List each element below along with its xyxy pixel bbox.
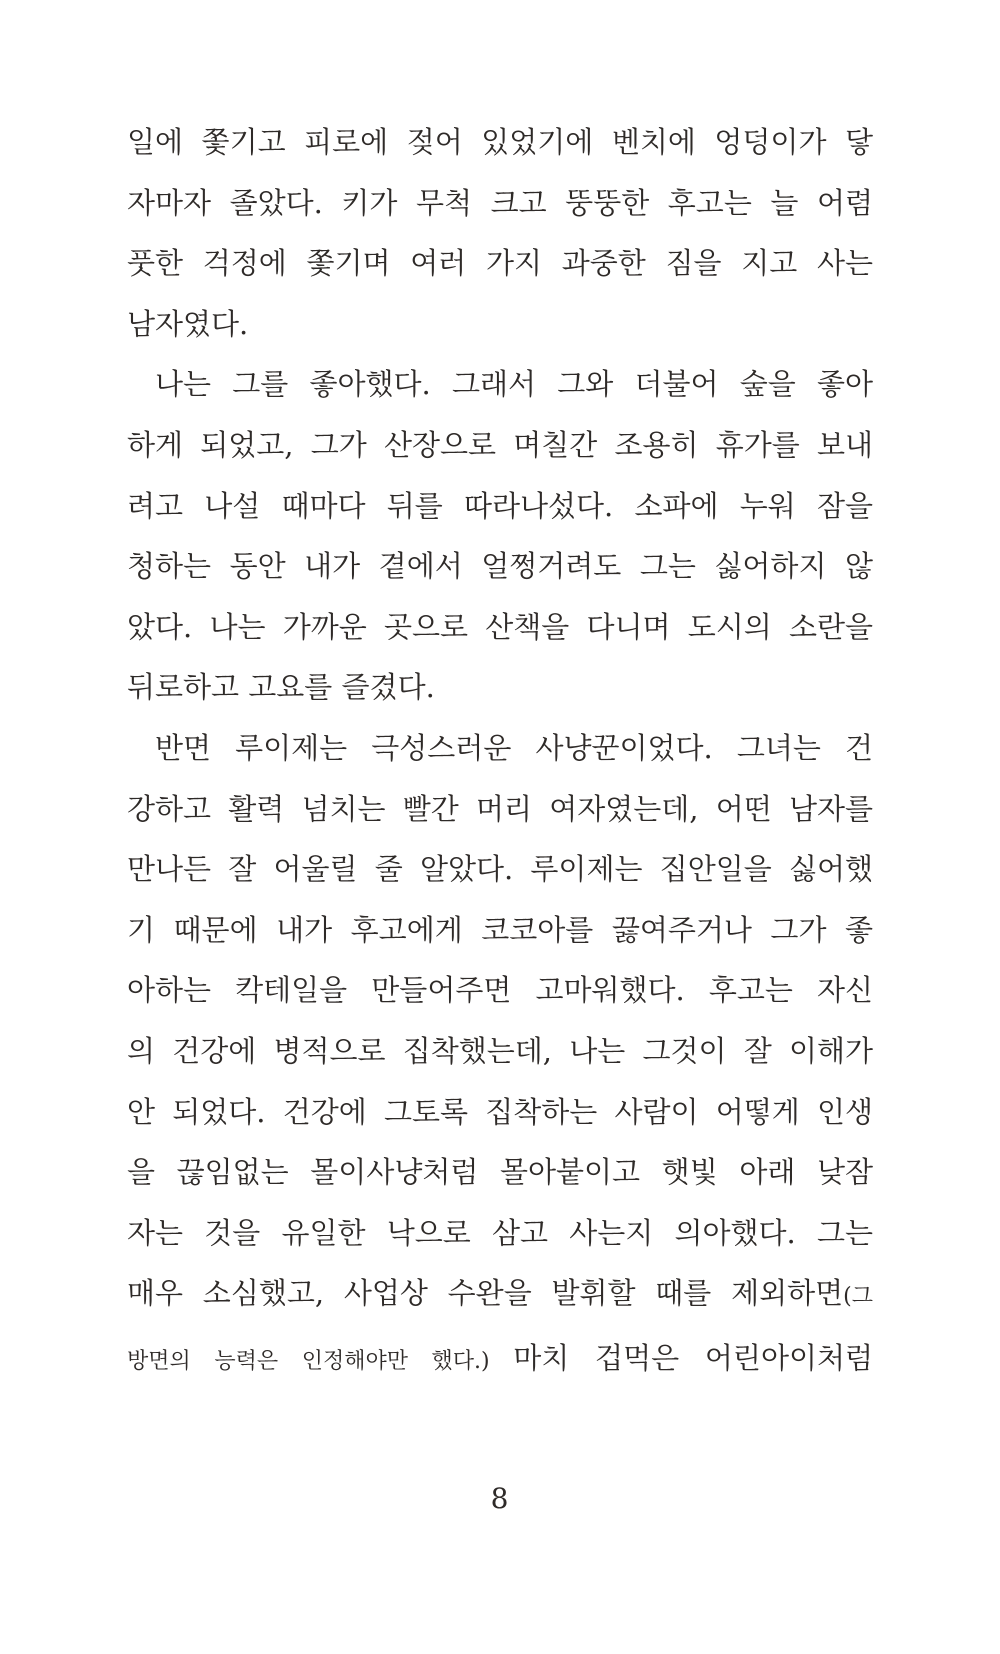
text-line: [127, 415, 873, 476]
text-line: [127, 1203, 873, 1264]
body-text-segment: 만나든 잘 어울릴 줄 알았다. 루이제는 집안일을 싫어했: [127, 852, 873, 887]
text-line: [127, 779, 873, 840]
text-line: [127, 718, 873, 779]
text-line: [127, 1142, 873, 1203]
text-line: [127, 476, 873, 537]
body-text-segment: 마치 겁먹은 어린아이처럼: [513, 1340, 874, 1375]
body-text-segment: 하게 되었고, 그가 산장으로 며칠간 조용히 휴가를 보내: [127, 427, 873, 462]
body-text-segment: 강하고 활력 넘치는 빨간 머리 여자였는데, 어떤 남자를: [127, 791, 873, 826]
text-line: [127, 294, 873, 355]
body-text-segment: 았다. 나는 가까운 곳으로 산책을 다니며 도시의 소란을: [127, 609, 873, 644]
body-text-segment: 자마자 졸았다. 키가 무척 크고 뚱뚱한 후고는 늘 어렴: [127, 185, 873, 220]
text-line: [127, 960, 873, 1021]
text-line: [127, 1328, 873, 1393]
body-text-segment: 반면 루이제는 극성스러운 사냥꾼이었다. 그녀는 건: [155, 730, 873, 765]
text-line: [127, 112, 873, 173]
body-text-segment: 려고 나설 때마다 뒤를 따라나섰다. 소파에 누워 잠을: [127, 488, 873, 523]
body-text-segment: 을 끊임없는 몰이사냥처럼 몰아붙이고 햇빛 아래 낮잠: [127, 1155, 873, 1190]
body-text-segment: 자는 것을 유일한 낙으로 삼고 사는지 의아했다. 그는: [127, 1215, 873, 1250]
body-text-segment: 안 되었다. 건강에 그토록 집착하는 사람이 어떻게 인생: [127, 1094, 873, 1129]
body-text-segment: 아하는 칵테일을 만들어주면 고마워했다. 후고는 자신: [127, 973, 873, 1008]
text-line: [127, 233, 873, 294]
text-line: [127, 900, 873, 961]
text-line: [127, 657, 873, 718]
parenthetical-text: (그: [843, 1284, 873, 1310]
parenthetical-text: 방면의 능력은 인정해야만 했다.): [127, 1348, 514, 1374]
text-line: [127, 597, 873, 658]
text-line: [127, 1082, 873, 1143]
body-text-segment: 남자였다.: [127, 306, 249, 341]
body-text-segment: 나는 그를 좋아했다. 그래서 그와 더불어 숲을 좋아: [155, 367, 873, 402]
body-text: [127, 112, 873, 1392]
body-text-segment: 풋한 걱정에 쫓기며 여러 가지 과중한 짐을 지고 사는: [127, 246, 873, 281]
text-line: [127, 1263, 873, 1328]
page-number: 8: [490, 1482, 510, 1515]
body-text-segment: 의 건강에 병적으로 집착했는데, 나는 그것이 잘 이해가: [127, 1033, 873, 1068]
body-text-segment: 청하는 동안 내가 곁에서 얼쩡거려도 그는 싫어하지 않: [127, 549, 873, 584]
body-text-segment: 기 때문에 내가 후고에게 코코아를 끓여주거나 그가 좋: [127, 912, 873, 947]
text-line: [127, 173, 873, 234]
text-line: [127, 536, 873, 597]
text-line: [127, 1021, 873, 1082]
body-text-segment: 뒤로하고 고요를 즐겼다.: [127, 670, 435, 705]
body-text-segment: 일에 쫓기고 피로에 젖어 있었기에 벤치에 엉덩이가 닿: [127, 125, 873, 159]
text-line: [127, 839, 873, 900]
text-line: [127, 354, 873, 415]
body-text-segment: 매우 소심했고, 사업상 수완을 발휘할 때를 제외하면: [127, 1276, 844, 1311]
